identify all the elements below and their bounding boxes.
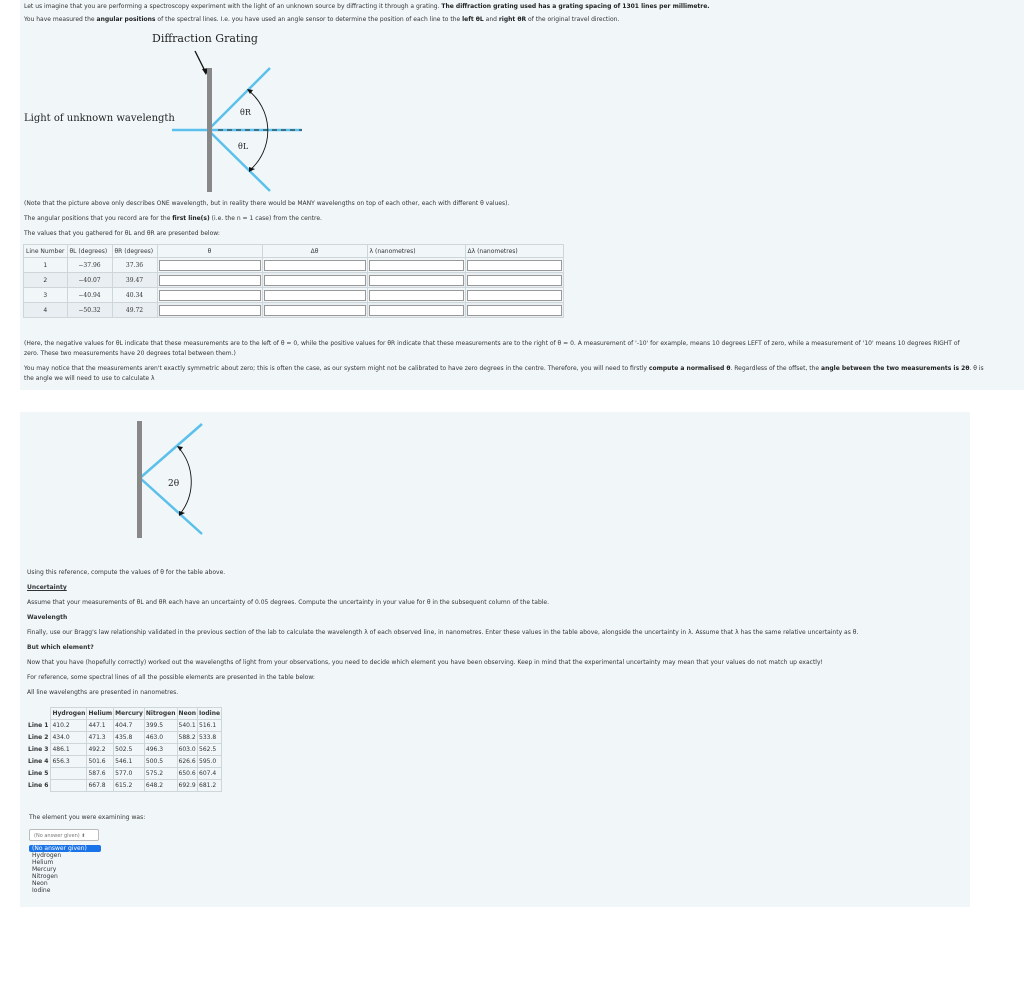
delta-lambda-input[interactable] — [467, 305, 562, 316]
col-theta-right: θR (degrees) — [112, 245, 157, 258]
explain-negative-values: (Here, the negative values for θL indicate that these measurements are to the left of θ = 0, while the positive values for θR indicate that these measurements are to the right of θ = 0. A measurement of '-10' for example, means 10 degrees LEFT of zero, while a measurement of '10' means 10 degrees RIGHT of — [24, 340, 960, 347]
row-number: 1 — [24, 258, 68, 273]
line-value: 656.3 — [51, 756, 87, 768]
line-value: 533.8 — [198, 732, 222, 744]
line-value: 577.0 — [114, 768, 145, 780]
table-header-row — [24, 245, 564, 258]
ray-upper — [140, 424, 202, 478]
line-value: 587.6 — [87, 768, 114, 780]
note-one-wavelength: (Note that the picture above only describes ONE wavelength, but in reality there would be MANY wavelengths on top of each other, each with different θ values). — [24, 200, 510, 207]
line-value: 404.7 — [114, 720, 145, 732]
col-iodine: Iodine — [198, 708, 222, 720]
line-value: 516.1 — [198, 720, 222, 732]
lambda-input[interactable] — [369, 260, 464, 271]
intro-text: of the original travel direction. — [526, 16, 620, 23]
wavelength-text: Finally, use our Bragg's law relationship validated in the previous section of the lab to calculate the wavelength λ of each observed line, in nanometres. Enter these values in the table above, alongside the uncertainty in λ. Assume that λ has the same relative uncertainty as θ. — [27, 629, 859, 636]
line-label: Line 6 — [28, 782, 49, 789]
option-helium[interactable]: Helium — [32, 859, 54, 866]
lambda-input[interactable] — [369, 275, 464, 286]
line-value: 399.5 — [144, 720, 177, 732]
table-row — [24, 258, 564, 273]
units-note: All line wavelengths are presented in nanometres. — [27, 689, 179, 696]
measurement-table — [23, 244, 564, 318]
table-row — [27, 768, 222, 780]
option-iodine[interactable]: Iodine — [32, 887, 51, 894]
line-value: 667.8 — [87, 780, 114, 792]
col-line-number: Line Number — [24, 245, 68, 258]
theta-right-value: 37.36 — [112, 258, 157, 273]
explain-lambda: the angle we will need to use to calculate λ — [24, 375, 155, 382]
line-label: Line 1 — [28, 722, 49, 729]
col-helium: Helium — [87, 708, 114, 720]
line-value: 626.6 — [177, 756, 197, 768]
line-value: 471.3 — [87, 732, 114, 744]
note-bold: first line(s) — [172, 215, 210, 222]
row-number: 4 — [24, 303, 68, 318]
col-theta-left: θL (degrees) — [67, 245, 112, 258]
line-value: 681.2 — [198, 780, 222, 792]
explain-total-degrees: zero. These two measurements have 20 degrees total between them.) — [24, 350, 236, 357]
line-value: 650.6 — [177, 768, 197, 780]
line-value: 607.4 — [198, 768, 222, 780]
theta-left-value: −40.94 — [67, 288, 112, 303]
delta-lambda-input[interactable] — [467, 275, 562, 286]
theta-l-label: θL — [238, 142, 249, 151]
angle-arc — [178, 447, 191, 514]
diffracted-ray-left — [208, 130, 270, 191]
col-delta-theta: Δθ — [262, 245, 367, 258]
intro-line-1 — [24, 3, 710, 10]
intro-text: You have measured the — [24, 16, 97, 23]
grating-bar — [137, 421, 142, 538]
lambda-input[interactable] — [369, 305, 464, 316]
explain-bold: angle between the two measurements is 2θ — [821, 365, 970, 372]
col-delta-lambda: Δλ (nanometres) — [465, 245, 563, 258]
option-nitrogen[interactable]: Nitrogen — [32, 873, 58, 880]
table-row — [27, 744, 222, 756]
col-lambda: λ (nanometres) — [367, 245, 465, 258]
delta-lambda-input[interactable] — [467, 260, 562, 271]
which-element-text: Now that you have (hopefully correctly) worked out the wavelengths of light from your observations, you need to decide which element you have been observing. Keep in mind that the experimental uncertainty may mean that your values do not match up exactly! — [27, 659, 823, 666]
delta-theta-input[interactable] — [264, 305, 366, 316]
delta-theta-input[interactable] — [264, 290, 366, 301]
row-number: 3 — [24, 288, 68, 303]
element-lines-table — [27, 707, 222, 792]
line-value: 502.5 — [114, 744, 145, 756]
two-theta-label: 2θ — [168, 479, 180, 489]
line-value: 603.0 — [177, 744, 197, 756]
intro-bold: right θR — [498, 16, 527, 23]
line-label: Line 4 — [28, 758, 49, 765]
element-select[interactable]: (No answer given) ⬍ — [29, 829, 99, 841]
uncertainty-text: Assume that your measurements of θL and θR each have an uncertainty of 0.05 degrees. Compute the uncertainty in your value for θ in the subsequent column of the table. — [27, 599, 550, 606]
diffraction-grating-diagram — [20, 28, 320, 198]
note-first-lines — [24, 215, 322, 222]
table-row — [27, 756, 222, 768]
col-hydrogen: Hydrogen — [51, 708, 87, 720]
explain-text: . θ is — [969, 365, 984, 372]
line-value: 492.2 — [87, 744, 114, 756]
wavelength-heading: Wavelength — [27, 614, 68, 621]
table-row — [27, 720, 222, 732]
col-nitrogen: Nitrogen — [144, 708, 177, 720]
line-value: 501.6 — [87, 756, 114, 768]
row-number: 2 — [24, 273, 68, 288]
line-value: 615.2 — [114, 780, 145, 792]
element-header-row — [27, 708, 222, 720]
line-value: 546.1 — [114, 756, 145, 768]
reference-instruction: Using this reference, compute the values of θ for the table above. — [27, 569, 226, 576]
light-source-label: Light of unknown wavelength — [24, 113, 175, 124]
line-value: 540.1 — [177, 720, 197, 732]
intro-text: and — [483, 16, 499, 23]
diffracted-ray-right — [208, 68, 270, 130]
line-value: 692.9 — [177, 780, 197, 792]
note-text: The angular positions that you record are for the — [24, 215, 173, 222]
explain-text: . Regardless of the offset, the — [730, 365, 822, 372]
line-value: 575.2 — [144, 768, 177, 780]
line-value — [51, 780, 87, 792]
delta-lambda-input[interactable] — [467, 290, 562, 301]
line-value: 447.1 — [87, 720, 114, 732]
line-value: 435.8 — [114, 732, 145, 744]
explain-text: You may notice that the measurements aren't exactly symmetric about zero; this is often the case, as our system might not be calibrated to have zero degrees in the centre. Therefore, you will need to firstly — [24, 365, 649, 372]
lambda-input[interactable] — [369, 290, 464, 301]
reference-table-intro: For reference, some spectral lines of all the possible elements are presented in the table below: — [27, 674, 315, 681]
explain-normalise — [24, 365, 1024, 372]
element-select-dropdown — [29, 845, 101, 894]
line-value: 410.2 — [51, 720, 87, 732]
line-value: 486.1 — [51, 744, 87, 756]
table-row — [27, 732, 222, 744]
grating-bar — [207, 68, 212, 192]
theta-input[interactable] — [159, 260, 261, 271]
note-values-presented: The values that you gathered for θL and θR are presented below: — [24, 230, 220, 237]
note-text: (i.e. the n = 1 case) from the centre. — [209, 215, 322, 222]
theta-r-label: θR — [240, 108, 251, 117]
theta-right-value: 40.34 — [112, 288, 157, 303]
line-value: 588.2 — [177, 732, 197, 744]
element-question-label: The element you were examining was: — [29, 814, 146, 821]
line-value: 562.5 — [198, 744, 222, 756]
line-value: 500.5 — [144, 756, 177, 768]
intro-bold: angular positions — [96, 16, 156, 23]
explain-bold: compute a normalised θ — [648, 365, 731, 372]
theta-left-value: −40.07 — [67, 273, 112, 288]
line-value — [51, 768, 87, 780]
line-label: Line 3 — [28, 746, 49, 753]
table-row — [24, 288, 564, 303]
corner-cell — [27, 708, 51, 720]
theta-input[interactable] — [159, 290, 261, 301]
theta-right-value: 39.47 — [112, 273, 157, 288]
grating-spacing-text: The diffraction grating used has a grating spacing of 1301 lines per millimetre. — [441, 3, 710, 10]
line-value: 496.3 — [144, 744, 177, 756]
diagram-title: Diffraction Grating — [152, 32, 258, 45]
delta-theta-input[interactable] — [264, 275, 366, 286]
two-theta-diagram — [120, 420, 230, 540]
col-theta: θ — [157, 245, 262, 258]
which-element-heading: But which element? — [27, 644, 94, 651]
intro-text: Let us imagine that you are performing a spectroscopy experiment with the light of an unknown source by diffracting it through a grating. — [24, 3, 442, 10]
col-mercury: Mercury — [114, 708, 145, 720]
line-label: Line 5 — [28, 770, 49, 777]
option-no-answer[interactable]: (No answer given) — [29, 845, 101, 852]
line-value: 648.2 — [144, 780, 177, 792]
line-value: 463.0 — [144, 732, 177, 744]
line-value: 595.0 — [198, 756, 222, 768]
option-neon[interactable]: Neon — [32, 880, 48, 887]
theta-input[interactable] — [159, 305, 261, 316]
uncertainty-heading: Uncertainty — [27, 584, 67, 591]
theta-right-value: 49.72 — [112, 303, 157, 318]
theta-input[interactable] — [159, 275, 261, 286]
table-row — [27, 780, 222, 792]
theta-left-value: −50.32 — [67, 303, 112, 318]
intro-bold: left θL — [462, 16, 484, 23]
option-mercury[interactable]: Mercury — [32, 866, 57, 873]
theta-left-value: −37.96 — [67, 258, 112, 273]
line-label: Line 2 — [28, 734, 49, 741]
table-row — [24, 303, 564, 318]
option-hydrogen[interactable]: Hydrogen — [32, 852, 62, 859]
table-row — [24, 273, 564, 288]
col-neon: Neon — [177, 708, 197, 720]
delta-theta-input[interactable] — [264, 260, 366, 271]
intro-text: of the spectral lines. I.e. you have used an angle sensor to determine the position of each line to the — [155, 16, 463, 23]
intro-line-2 — [24, 16, 619, 23]
line-value: 434.0 — [51, 732, 87, 744]
arc-arrowhead-top — [177, 446, 183, 451]
